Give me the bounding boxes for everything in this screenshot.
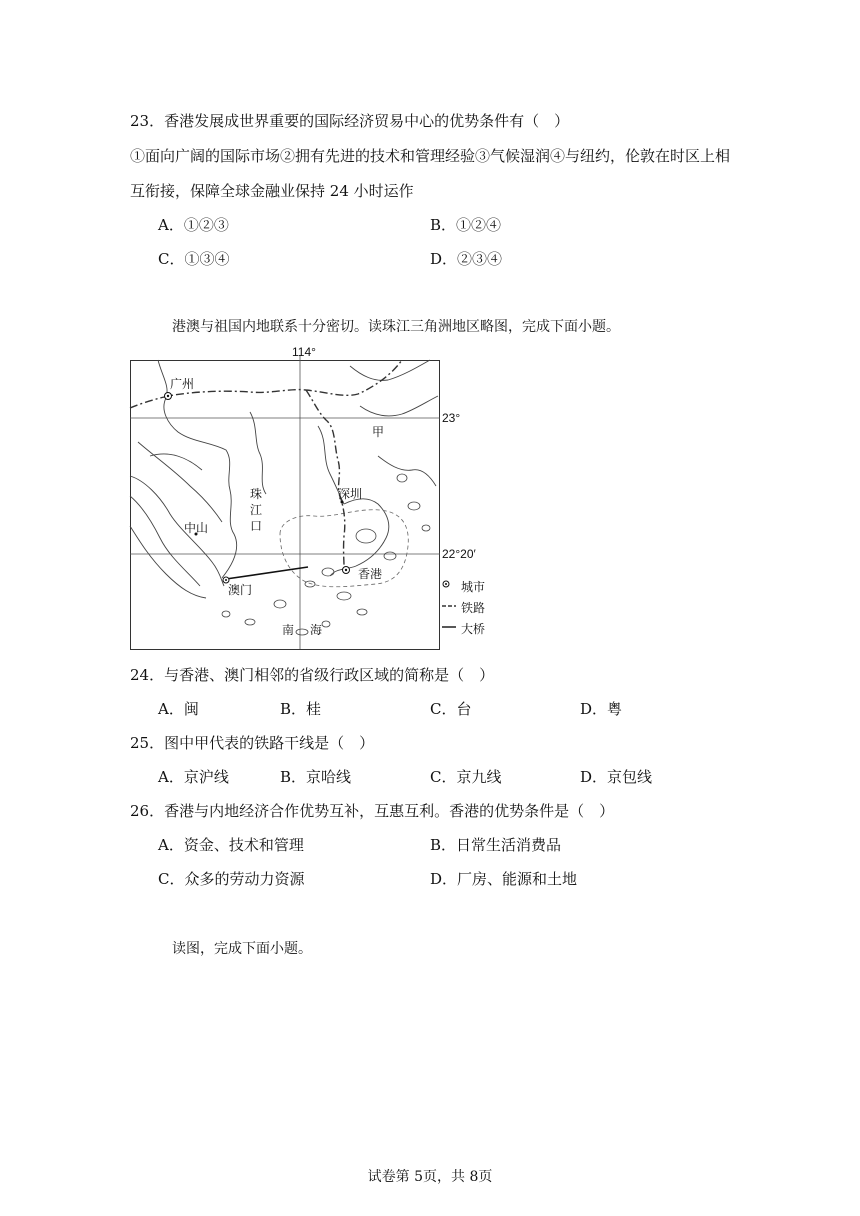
- question-24-option-d[interactable]: D．粤: [580, 700, 623, 718]
- page-footer: 试卷第 5页，共 8页: [367, 1169, 493, 1185]
- legend-bridge-label: 大桥: [461, 622, 486, 636]
- question-24-option-b[interactable]: B．桂: [280, 700, 322, 718]
- question-26-option-b[interactable]: B．日常生活消费品: [430, 836, 562, 854]
- question-25-option-d[interactable]: D．京包线: [580, 768, 653, 786]
- label-zhongshan: 中山: [184, 521, 209, 535]
- question-25-stem: 25．图中甲代表的铁路干线是（ ）: [130, 734, 375, 752]
- question-24-option-a[interactable]: A．闽: [158, 700, 199, 718]
- label-lon-114: 114°: [292, 345, 316, 359]
- label-sea-2: 海: [310, 623, 323, 637]
- label-zhujiangkou-2: 江: [250, 503, 263, 517]
- label-sea-1: 南: [282, 623, 295, 637]
- question-25-option-a[interactable]: A．京沪线: [158, 768, 229, 786]
- question-24-stem: 24．与香港、澳门相邻的省级行政区域的简称是（ ）: [130, 666, 495, 684]
- legend-railway-label: 铁路: [461, 601, 486, 615]
- question-23-option-b[interactable]: B．①②④: [430, 216, 502, 234]
- question-23-option-c[interactable]: C．①③④: [158, 250, 230, 268]
- label-zhujiangkou-3: 口: [250, 519, 263, 533]
- question-25-option-c[interactable]: C．京九线: [430, 768, 502, 786]
- question-23-line-3: 互衔接，保障全球金融业保持 24 小时运作: [130, 182, 414, 200]
- label-lat-23: 23°: [442, 411, 461, 425]
- map-intro-text: 港澳与祖国内地联系十分密切。读珠江三角洲地区略图，完成下面小题。: [172, 319, 620, 335]
- label-guangzhou: 广州: [170, 377, 195, 391]
- label-lat-22-20: 22°20′: [442, 547, 476, 561]
- question-24-option-c[interactable]: C．台: [430, 700, 472, 718]
- question-23-option-a[interactable]: A．①②③: [158, 216, 229, 234]
- legend-city-label: 城市: [461, 580, 486, 594]
- question-25-option-b[interactable]: B．京哈线: [280, 768, 352, 786]
- label-macau: 澳门: [228, 583, 253, 597]
- question-23-option-d[interactable]: D．②③④: [430, 250, 503, 268]
- label-jia: 甲: [372, 425, 385, 439]
- question-26-option-d[interactable]: D．厂房、能源和土地: [430, 870, 578, 888]
- question-26-stem: 26．香港与内地经济合作优势互补，互惠互利。香港的优势条件是（ ）: [130, 802, 615, 820]
- question-26-option-a[interactable]: A．资金、技术和管理: [158, 836, 304, 854]
- question-23-line-2: ①面向广阔的国际市场②拥有先进的技术和管理经验③气候湿润④与纽约，伦敦在时区上相: [130, 147, 731, 165]
- question-26-option-c[interactable]: C．众多的劳动力资源: [158, 870, 305, 888]
- map-legend: [442, 581, 456, 627]
- label-hongkong: 香港: [358, 567, 383, 581]
- label-zhujiangkou-1: 珠: [250, 487, 263, 501]
- label-shenzhen: 深圳: [338, 487, 363, 501]
- question-23-stem: 23．香港发展成世界重要的国际经济贸易中心的优势条件有（ ）: [130, 112, 570, 130]
- next-section-intro: 读图，完成下面小题。: [172, 941, 312, 957]
